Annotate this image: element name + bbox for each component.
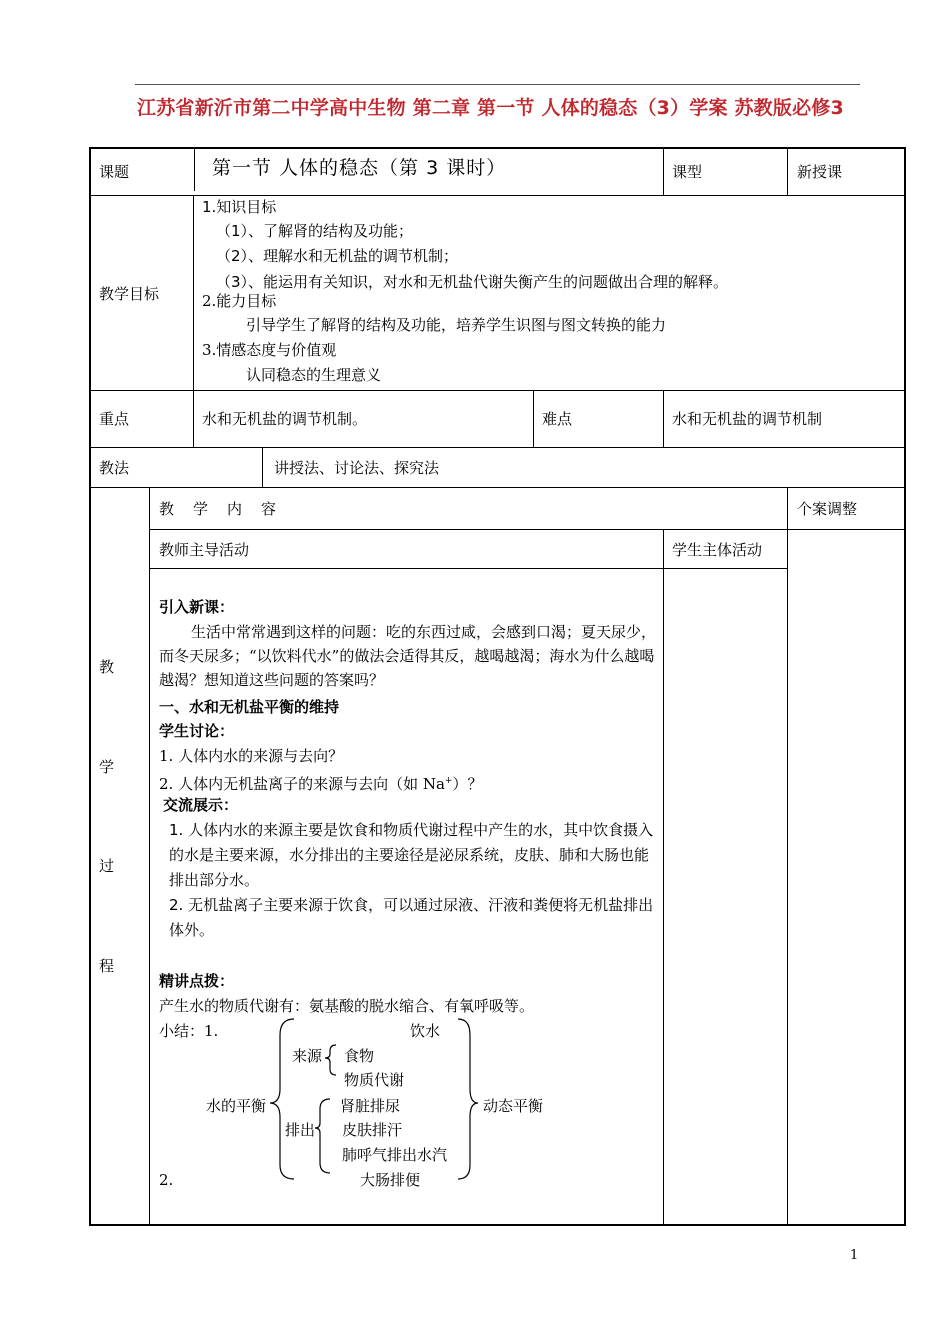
goal-line: 认同稳态的生理意义 bbox=[246, 366, 382, 384]
student-header: 学生主体活动 bbox=[672, 541, 763, 559]
key-value: 水和无机盐的调节机制。 bbox=[202, 410, 368, 428]
process-side-char: 学 bbox=[99, 758, 115, 776]
goal-line: （1）、了解肾的结构及功能； bbox=[216, 222, 414, 240]
document-title: 江苏省新沂市第二中学高中生物 第二章 第一节 人体的稳态（3）学案 苏教版必修3 bbox=[137, 97, 844, 119]
diagram-source: 来源 bbox=[292, 1047, 323, 1065]
goal-line: （2）、理解水和无机盐的调节机制； bbox=[216, 247, 459, 265]
diagram-dynamic: 动态平衡 bbox=[483, 1097, 544, 1115]
left-brace-excrete bbox=[315, 1099, 330, 1173]
goal-line: 3.情感态度与价值观 bbox=[202, 341, 337, 359]
col-divider bbox=[262, 447, 263, 487]
content-header: 教 学 内 容 bbox=[159, 500, 279, 518]
hard-value: 水和无机盐的调节机制 bbox=[672, 410, 823, 428]
method-value: 讲授法、讨论法、探究法 bbox=[274, 459, 440, 477]
col-divider bbox=[663, 529, 664, 1225]
show-title: 交流展示： bbox=[163, 796, 239, 814]
question-1: 1. 人体内水的来源与去向？ bbox=[159, 747, 344, 765]
answer-2: 2. 无机盐离子主要来源于饮食，可以通过尿液、汗液和粪便将无机盐排出体外。 bbox=[169, 896, 654, 939]
summary-label: 小结：1. bbox=[159, 1022, 219, 1040]
question-2: 2. 人体内无机盐离子的来源与去向（如 Na+）？ bbox=[159, 775, 483, 793]
diagram-metabolism: 物质代谢 bbox=[344, 1071, 405, 1089]
key-label: 重点 bbox=[99, 410, 130, 428]
col-divider bbox=[194, 148, 195, 191]
row-divider bbox=[90, 390, 905, 391]
diagram-food: 食物 bbox=[344, 1047, 375, 1065]
right-brace bbox=[458, 1019, 478, 1179]
row-divider bbox=[90, 487, 905, 488]
type-label: 课型 bbox=[672, 163, 703, 181]
col-divider bbox=[193, 390, 194, 447]
method-label: 教法 bbox=[99, 459, 130, 477]
hard-label: 难点 bbox=[542, 410, 573, 428]
diagram-water-balance: 水的平衡 bbox=[206, 1097, 267, 1115]
item-2: 2. bbox=[159, 1171, 174, 1189]
diagram-excrete: 排出 bbox=[285, 1121, 316, 1139]
diagram-bowel: 大肠排便 bbox=[360, 1171, 421, 1189]
col-divider bbox=[787, 148, 788, 195]
diagram-drink: 饮水 bbox=[410, 1022, 441, 1040]
diagram-lung: 肺呼气排出水汽 bbox=[342, 1146, 448, 1164]
page-number: 1 bbox=[850, 1248, 859, 1263]
row-divider bbox=[149, 568, 787, 569]
diagram-kidney: 肾脏排尿 bbox=[340, 1097, 401, 1115]
goals-label: 教学目标 bbox=[99, 285, 160, 303]
topic-label: 课题 bbox=[99, 163, 130, 181]
col-divider bbox=[663, 148, 664, 195]
left-brace-large bbox=[270, 1019, 294, 1179]
header-rule bbox=[135, 84, 860, 85]
teacher-header: 教师主导活动 bbox=[159, 541, 250, 559]
col-divider bbox=[193, 195, 194, 390]
process-side-char: 教 bbox=[99, 658, 115, 676]
row-divider bbox=[149, 529, 905, 530]
col-divider bbox=[533, 390, 534, 447]
type-value: 新授课 bbox=[797, 163, 843, 181]
intro-title: 引入新课： bbox=[159, 598, 235, 616]
goal-line: 1.知识目标 bbox=[202, 198, 277, 216]
topic-value: 第一节 人体的稳态（第 3 课时） bbox=[212, 157, 507, 179]
col-divider bbox=[663, 390, 664, 447]
diagram-braces bbox=[260, 1015, 510, 1185]
goal-line: 2.能力目标 bbox=[202, 292, 277, 310]
section-heading: 一、水和无机盐平衡的维持 bbox=[159, 698, 340, 716]
col-divider bbox=[149, 487, 150, 1225]
answer-1: 1. 人体内水的来源主要是饮食和物质代谢过程中产生的水，其中饮食摄入的水是主要来源，水分排出的主要途径是泌尿系统，皮肤、肺和大肠也能排出部分水。 bbox=[169, 821, 654, 889]
row-divider bbox=[90, 447, 905, 448]
row-divider bbox=[90, 195, 905, 196]
points-text: 产生水的物质代谢有：氨基酸的脱水缩合、有氧呼吸等。 bbox=[159, 997, 535, 1015]
process-side-char: 过 bbox=[99, 857, 115, 875]
left-brace-source bbox=[325, 1045, 336, 1075]
points-title: 精讲点拨： bbox=[159, 972, 235, 990]
col-divider bbox=[787, 487, 788, 1225]
process-side-char: 程 bbox=[99, 957, 115, 975]
intro-text: 生活中常常遇到这样的问题：吃的东西过咸，会感到口渴；夏天尿少，而冬天尿多；“以饮料代水”的做法会适得其反，越喝越渴；海水为什么越喝越渴？想知道这些问题的答案吗？ bbox=[159, 623, 657, 689]
diagram-skin: 皮肤排汗 bbox=[342, 1121, 403, 1139]
discuss-title: 学生讨论： bbox=[159, 722, 235, 740]
adjust-header: 个案调整 bbox=[797, 500, 858, 518]
goal-line: （3）、能运用有关知识，对水和无机盐代谢失衡产生的问题做出合理的解释。 bbox=[216, 273, 729, 291]
goal-line: 引导学生了解肾的结构及功能，培养学生识图与图文转换的能力 bbox=[246, 316, 667, 334]
